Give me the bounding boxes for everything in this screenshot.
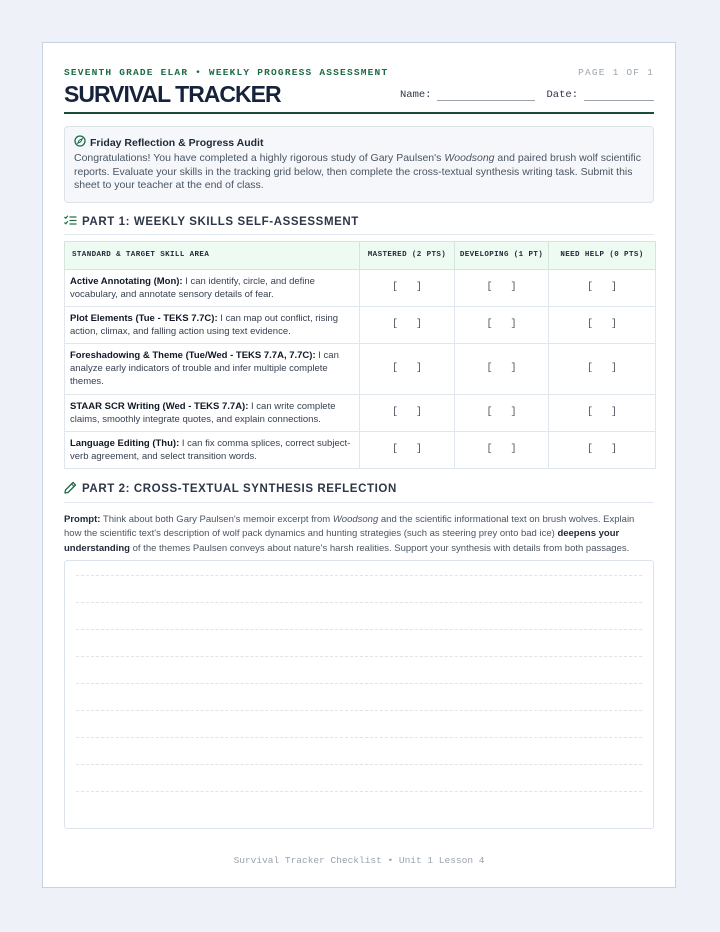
writing-prompt: Prompt: Think about both Gary Paulsen's memoir excerpt from Woodsong and the scientific informational text on brush wolves. Explain how the scientific text's description of wolf pack dynamics and hunting strategies (such as steering prey onto bad ice) deepens your understanding of the themes Paulsen conveys about nature's harsh realities. Support your synthesis with details from both passages.	[64, 513, 635, 554]
ruled-line	[76, 656, 642, 657]
skill-label: Language Editing (Thu):	[70, 437, 180, 449]
course-kicker: SEVENTH GRADE ELAR • WEEKLY PROGRESS ASSESSMENT	[64, 66, 389, 78]
skill-cell	[65, 343, 360, 394]
skill-text: I can write complete claims, smoothly integrate quotes, and explain connections.	[70, 400, 336, 425]
skill-text: I can identify, circle, and define vocabulary, and annotate sensory details of fear.	[70, 275, 315, 300]
need-help-checkbox[interactable]: [ ]	[549, 394, 656, 431]
date-label: Date:	[546, 89, 578, 101]
mastered-checkbox[interactable]: [ ]	[360, 431, 455, 468]
date-field[interactable]	[584, 90, 654, 101]
mastered-checkbox[interactable]: [ ]	[360, 269, 455, 306]
name-field[interactable]	[437, 90, 535, 101]
intro-text: Congratulations! You have completed a highly rigorous study of Gary Paulsen's Woodsong and paired brush wolf scientific reports. Evaluate your skills in the tracking grid below, then complete the cross-textual synthesis writing task. Submit this sheet to your teacher at the end of class.	[74, 152, 642, 191]
mastered-checkbox[interactable]: [ ]	[360, 306, 455, 343]
ruled-line	[76, 575, 642, 576]
part2-heading	[64, 481, 654, 503]
prompt-label: Prompt:	[64, 513, 101, 525]
ruled-line	[76, 737, 642, 738]
need-help-checkbox[interactable]: [ ]	[549, 306, 656, 343]
developing-checkbox[interactable]: [ ]	[455, 394, 549, 431]
developing-checkbox[interactable]: [ ]	[455, 431, 549, 468]
table-row	[65, 269, 656, 306]
ruled-line	[76, 710, 642, 711]
developing-checkbox[interactable]: [ ]	[455, 269, 549, 306]
skills-table	[64, 241, 656, 469]
column-header: STANDARD & TARGET SKILL AREA	[65, 241, 360, 269]
page-footer: Survival Tracker Checklist • Unit 1 Lesson 4	[233, 855, 485, 866]
skill-label: Active Annotating (Mon):	[70, 275, 183, 287]
skill-cell	[65, 431, 360, 468]
table-row	[65, 431, 656, 468]
part1-heading-text: PART 1: WEEKLY SKILLS SELF-ASSESSMENT	[82, 215, 359, 228]
compass-icon	[74, 135, 90, 150]
intro-heading-row	[74, 135, 644, 150]
skill-text: I can fix comma splices, correct subject-verb agreement, and select transition words.	[70, 437, 351, 462]
intro-heading: Friday Reflection & Progress Audit	[90, 136, 264, 149]
ruled-line	[76, 629, 642, 630]
developing-checkbox[interactable]: [ ]	[455, 343, 549, 394]
skill-label: Plot Elements (Tue - TEKS 7.7C):	[70, 312, 218, 324]
part2-heading-text: PART 2: CROSS-TEXTUAL SYNTHESIS REFLECTION	[82, 482, 397, 495]
page-number: PAGE 1 OF 1	[578, 66, 654, 78]
table-row	[65, 343, 656, 394]
prompt-emphasis: deepens your understanding	[64, 528, 620, 554]
pencil-icon	[64, 481, 82, 497]
column-header: DEVELOPING (1 PT)	[455, 241, 549, 269]
table-row	[65, 394, 656, 431]
ruled-line	[76, 602, 642, 603]
ruled-line	[76, 764, 642, 765]
skill-text: I can map out conflict, rising action, climax, and falling action using text evidence.	[70, 312, 339, 337]
skill-text: I can analyze early indicators of trouble and infer multiple complete themes.	[70, 350, 339, 387]
skill-label: STAAR SCR Writing (Wed - TEKS 7.7A):	[70, 400, 249, 412]
page-title: SURVIVAL TRACKER	[64, 81, 281, 107]
part1-heading	[64, 215, 654, 235]
skill-cell	[65, 269, 360, 306]
column-header: MASTERED (2 PTS)	[360, 241, 455, 269]
worksheet-page	[42, 42, 676, 888]
student-fields	[400, 89, 654, 107]
column-header: NEED HELP (0 PTS)	[549, 241, 656, 269]
ruled-line	[76, 791, 642, 792]
top-line	[64, 65, 654, 79]
need-help-checkbox[interactable]: [ ]	[549, 431, 656, 468]
table-row	[65, 306, 656, 343]
writing-area[interactable]	[64, 560, 654, 829]
skill-cell	[65, 306, 360, 343]
skill-label: Foreshadowing & Theme (Tue/Wed - TEKS 7.7A, 7.7C):	[70, 350, 316, 361]
mastered-checkbox[interactable]: [ ]	[360, 343, 455, 394]
skill-cell	[65, 394, 360, 431]
need-help-checkbox[interactable]: [ ]	[549, 269, 656, 306]
mastered-checkbox[interactable]: [ ]	[360, 394, 455, 431]
book-title: Woodsong	[444, 152, 495, 164]
intro-box	[64, 126, 654, 203]
checklist-icon	[64, 215, 82, 229]
table-header-row	[65, 241, 656, 269]
need-help-checkbox[interactable]: [ ]	[549, 343, 656, 394]
developing-checkbox[interactable]: [ ]	[455, 306, 549, 343]
prompt-book-title: Woodsong	[332, 513, 379, 525]
title-row	[64, 81, 654, 114]
name-label: Name:	[399, 89, 432, 101]
ruled-line	[76, 683, 642, 684]
